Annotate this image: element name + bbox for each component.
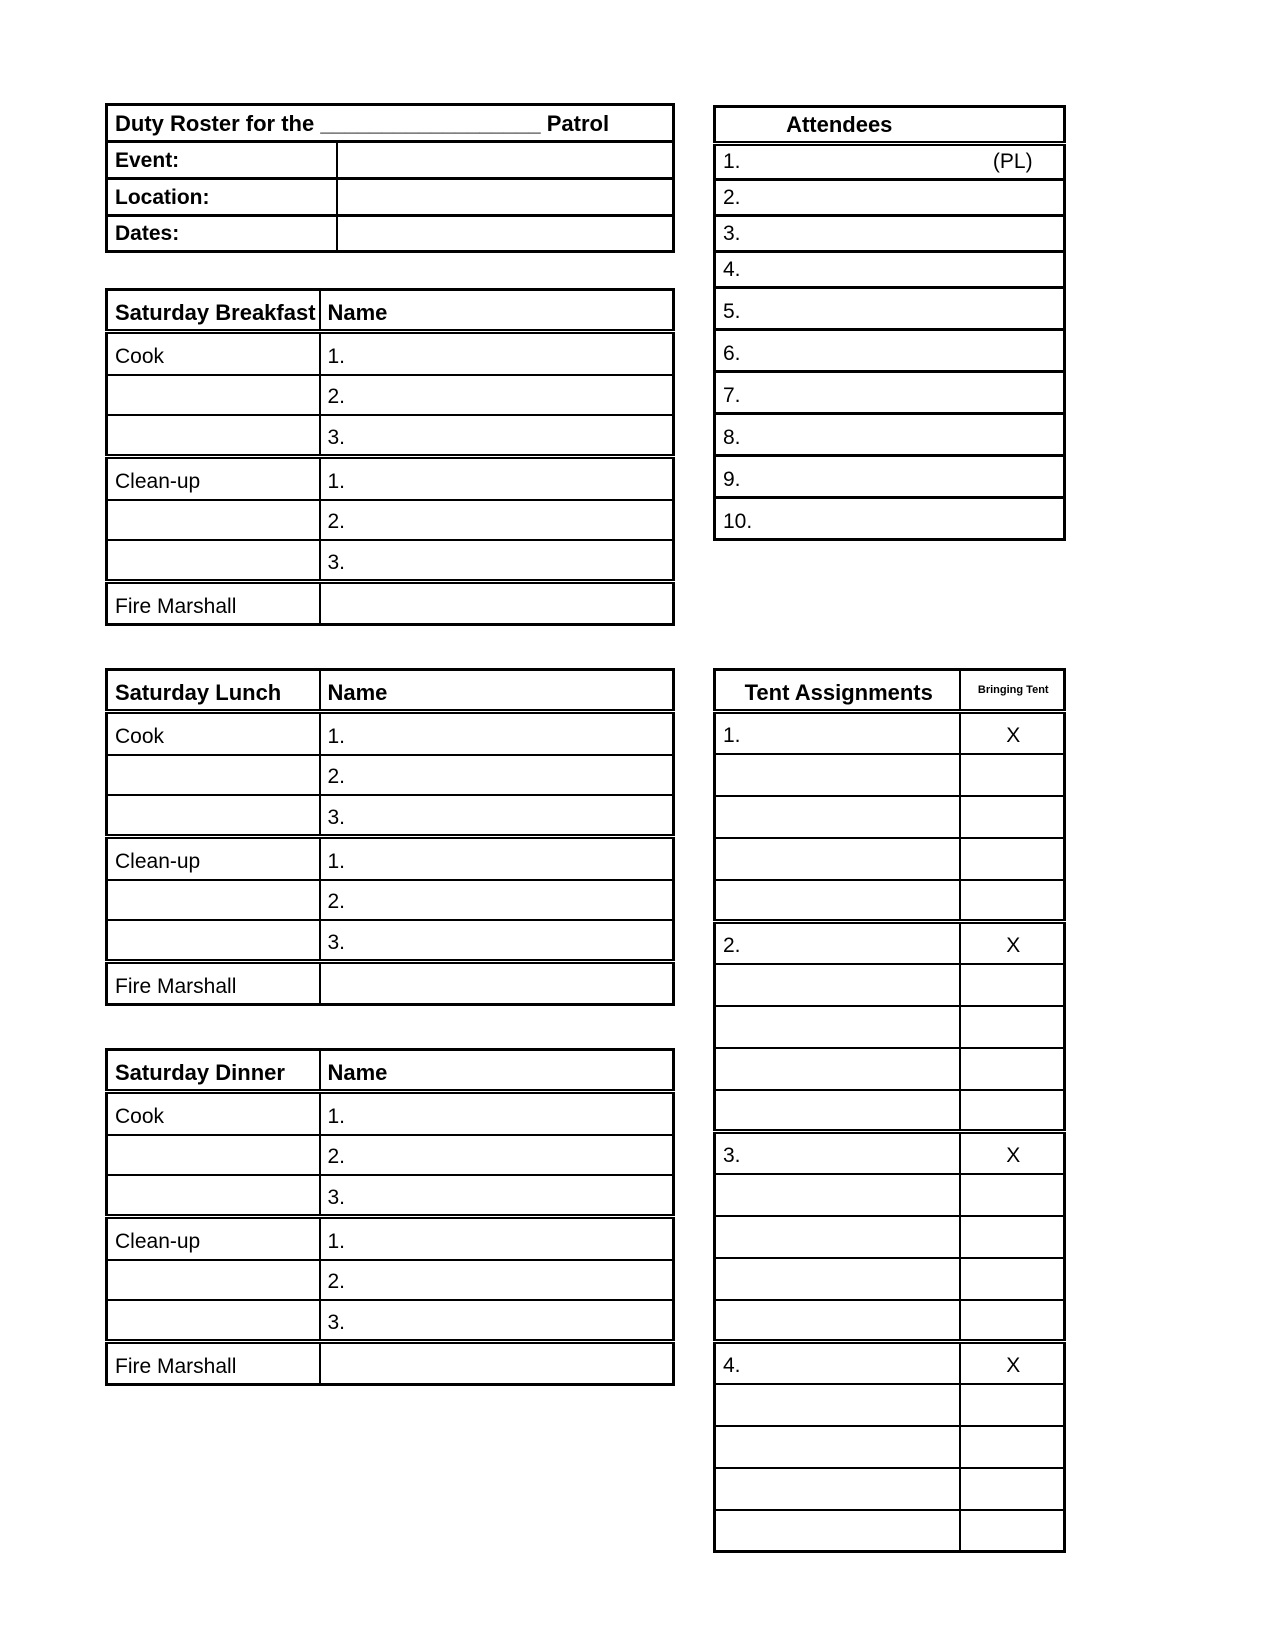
tent-name-slot[interactable]: [715, 1174, 960, 1216]
cook-name-slot-1[interactable]: [320, 1092, 674, 1135]
slot-number: 3.: [327, 805, 346, 829]
cook-label-spacer: [107, 415, 320, 457]
cleanup-name-slot-2[interactable]: [320, 880, 674, 920]
attendee-slot-4[interactable]: [715, 252, 960, 288]
tent-name-slot[interactable]: [715, 880, 960, 922]
slot-number: 2.: [327, 765, 346, 789]
bringing-tent-slot[interactable]: [960, 1300, 1065, 1342]
cook-label: Cook: [107, 1092, 320, 1135]
attendee-note-slot[interactable]: [960, 414, 1065, 456]
attendee-slot-8[interactable]: [715, 414, 960, 456]
attendees-title-spacer: [960, 107, 1065, 144]
cleanup-label-spacer: [107, 920, 320, 962]
slot-number: 1.: [327, 725, 346, 749]
name-column-header: Name: [320, 290, 674, 332]
meal-title: Saturday Dinner: [107, 1050, 320, 1092]
attendees-table: [713, 105, 1066, 541]
bringing-tent-header: Bringing Tent: [960, 670, 1065, 712]
tent-name-slot[interactable]: [715, 1090, 960, 1132]
slot-number: 3.: [327, 1310, 346, 1334]
cook-label-spacer: [107, 1135, 320, 1175]
tent-assignments-table: [713, 668, 1066, 1553]
event-label: Event:: [107, 142, 337, 179]
cleanup-name-slot-3[interactable]: [320, 1300, 674, 1342]
slot-number: 2.: [327, 510, 346, 534]
cleanup-label-spacer: [107, 1300, 320, 1342]
cook-label-spacer: [107, 1175, 320, 1217]
bringing-tent-slot[interactable]: [960, 1468, 1065, 1510]
cook-label: Cook: [107, 332, 320, 375]
tent-name-slot[interactable]: [715, 1132, 960, 1174]
slot-number: 1.: [327, 850, 346, 874]
slot-number: 2.: [327, 1270, 346, 1294]
bringing-tent-mark: X: [960, 712, 1065, 754]
bringing-tent-slot[interactable]: [960, 1510, 1065, 1552]
duty-title-blank-line: __________________: [320, 110, 541, 136]
bringing-tent-slot[interactable]: [960, 1090, 1065, 1132]
attendee-slot-7[interactable]: [715, 372, 960, 414]
attendee-slot-10[interactable]: [715, 498, 960, 540]
cook-name-slot-2[interactable]: [320, 375, 674, 415]
tent-group-number: 1.: [723, 724, 741, 748]
cleanup-name-slot-2[interactable]: [320, 1260, 674, 1300]
dates-value-field[interactable]: [337, 216, 674, 252]
attendee-number: 10.: [723, 509, 753, 533]
tent-name-slot[interactable]: [715, 1216, 960, 1258]
cleanup-name-slot-1[interactable]: [320, 837, 674, 880]
cleanup-name-slot-2[interactable]: [320, 500, 674, 540]
meal-title: Saturday Lunch: [107, 670, 320, 712]
tent-group-number: 2.: [723, 934, 741, 958]
attendee-note-slot[interactable]: [960, 372, 1065, 414]
tent-name-slot[interactable]: [715, 1468, 960, 1510]
slot-number: 1.: [327, 1105, 346, 1129]
tent-assignments-title: Tent Assignments: [715, 670, 960, 712]
attendee-number: 5.: [723, 299, 741, 323]
bringing-tent-slot[interactable]: [960, 1174, 1065, 1216]
cook-name-slot-1[interactable]: [320, 332, 674, 375]
name-column-header: Name: [320, 670, 674, 712]
slot-number: 3.: [327, 930, 346, 954]
bringing-tent-slot[interactable]: [960, 838, 1065, 880]
slot-number: 3.: [327, 425, 346, 449]
bringing-tent-mark: X: [960, 1132, 1065, 1174]
tent-name-slot[interactable]: [715, 1300, 960, 1342]
cook-label: Cook: [107, 712, 320, 755]
slot-number: 1.: [327, 345, 346, 369]
tent-name-slot[interactable]: [715, 1426, 960, 1468]
meal-table-dinner: [105, 1048, 675, 1386]
cleanup-label-spacer: [107, 540, 320, 582]
fire-marshall-slot[interactable]: [320, 962, 674, 1005]
bringing-tent-mark: X: [960, 922, 1065, 964]
tent-name-slot[interactable]: [715, 1048, 960, 1090]
cleanup-name-slot-3[interactable]: [320, 540, 674, 582]
slot-number: 1.: [327, 470, 346, 494]
cleanup-label-spacer: [107, 1260, 320, 1300]
attendee-note-slot[interactable]: [960, 252, 1065, 288]
tent-name-slot[interactable]: [715, 796, 960, 838]
cook-label-spacer: [107, 795, 320, 837]
fire-marshall-slot[interactable]: [320, 1342, 674, 1385]
duty-title-prefix: Duty Roster for the: [115, 110, 315, 136]
duty-roster-title: [107, 105, 674, 142]
attendee-number: 6.: [723, 341, 741, 365]
slot-number: 1.: [327, 1230, 346, 1254]
cook-name-slot-2[interactable]: [320, 755, 674, 795]
meal-table-lunch: [105, 668, 675, 1006]
tent-name-slot[interactable]: [715, 1006, 960, 1048]
fire-marshall-slot[interactable]: [320, 582, 674, 625]
cook-label-spacer: [107, 375, 320, 415]
cleanup-name-slot-1[interactable]: [320, 1217, 674, 1260]
attendee-number: 7.: [723, 383, 741, 407]
slot-number: 2.: [327, 1145, 346, 1169]
cook-name-slot-3[interactable]: [320, 415, 674, 457]
attendee-slot-3[interactable]: [715, 216, 960, 252]
location-value-field[interactable]: [337, 179, 674, 216]
name-column-header: Name: [320, 1050, 674, 1092]
attendee-pl-note: (PL): [960, 144, 1065, 180]
attendee-number: 1.: [723, 149, 741, 173]
attendee-number: 3.: [723, 221, 741, 245]
meal-table-breakfast: [105, 288, 675, 626]
cleanup-label: Clean-up: [107, 1217, 320, 1260]
bringing-tent-slot[interactable]: [960, 964, 1065, 1006]
attendee-note-slot[interactable]: [960, 180, 1065, 216]
slot-number: 3.: [327, 550, 346, 574]
cook-label-spacer: [107, 755, 320, 795]
meal-title: Saturday Breakfast: [107, 290, 320, 332]
duty-title-suffix: Patrol: [546, 110, 610, 136]
location-label: Location:: [107, 179, 337, 216]
attendee-slot-6[interactable]: [715, 330, 960, 372]
attendee-note-slot[interactable]: [960, 330, 1065, 372]
attendee-slot-1[interactable]: [715, 144, 960, 180]
bringing-tent-slot[interactable]: [960, 796, 1065, 838]
cleanup-label-spacer: [107, 500, 320, 540]
attendee-note-slot[interactable]: [960, 498, 1065, 540]
bringing-tent-mark: X: [960, 1342, 1065, 1384]
attendee-number: 4.: [723, 257, 741, 281]
cleanup-name-slot-3[interactable]: [320, 920, 674, 962]
cook-name-slot-1[interactable]: [320, 712, 674, 755]
attendee-note-slot[interactable]: [960, 288, 1065, 330]
tent-name-slot[interactable]: [715, 1342, 960, 1384]
attendee-number: 2.: [723, 185, 741, 209]
attendee-slot-2[interactable]: [715, 180, 960, 216]
bringing-tent-slot[interactable]: [960, 1006, 1065, 1048]
bringing-tent-slot[interactable]: [960, 1048, 1065, 1090]
tent-group-number: 3.: [723, 1144, 741, 1168]
attendee-note-slot[interactable]: [960, 456, 1065, 498]
tent-name-slot[interactable]: [715, 754, 960, 796]
tent-name-slot[interactable]: [715, 964, 960, 1006]
bringing-tent-slot[interactable]: [960, 1216, 1065, 1258]
cook-name-slot-3[interactable]: [320, 795, 674, 837]
bringing-tent-slot[interactable]: [960, 754, 1065, 796]
tent-name-slot[interactable]: [715, 712, 960, 754]
attendee-slot-5[interactable]: [715, 288, 960, 330]
attendee-number: 8.: [723, 425, 741, 449]
duty-roster-table: [105, 103, 675, 253]
bringing-tent-slot[interactable]: [960, 880, 1065, 922]
cook-name-slot-3[interactable]: [320, 1175, 674, 1217]
tent-name-slot[interactable]: [715, 1384, 960, 1426]
cleanup-label-spacer: [107, 880, 320, 920]
slot-number: 2.: [327, 890, 346, 914]
fire-marshall-label: Fire Marshall: [107, 962, 320, 1005]
tent-name-slot[interactable]: [715, 1510, 960, 1552]
bringing-tent-slot[interactable]: [960, 1258, 1065, 1300]
slot-number: 2.: [327, 385, 346, 409]
cleanup-label: Clean-up: [107, 837, 320, 880]
dates-label: Dates:: [107, 216, 337, 252]
attendee-number: 9.: [723, 467, 741, 491]
tent-group-number: 4.: [723, 1354, 741, 1378]
bringing-tent-slot[interactable]: [960, 1384, 1065, 1426]
attendee-note-slot[interactable]: [960, 216, 1065, 252]
event-value-field[interactable]: [337, 142, 674, 179]
tent-name-slot[interactable]: [715, 1258, 960, 1300]
attendee-slot-9[interactable]: [715, 456, 960, 498]
tent-name-slot[interactable]: [715, 922, 960, 964]
cleanup-name-slot-1[interactable]: [320, 457, 674, 500]
fire-marshall-label: Fire Marshall: [107, 1342, 320, 1385]
slot-number: 3.: [327, 1185, 346, 1209]
fire-marshall-label: Fire Marshall: [107, 582, 320, 625]
bringing-tent-slot[interactable]: [960, 1426, 1065, 1468]
cleanup-label: Clean-up: [107, 457, 320, 500]
attendees-title: Attendees: [715, 107, 960, 144]
cook-name-slot-2[interactable]: [320, 1135, 674, 1175]
tent-name-slot[interactable]: [715, 838, 960, 880]
